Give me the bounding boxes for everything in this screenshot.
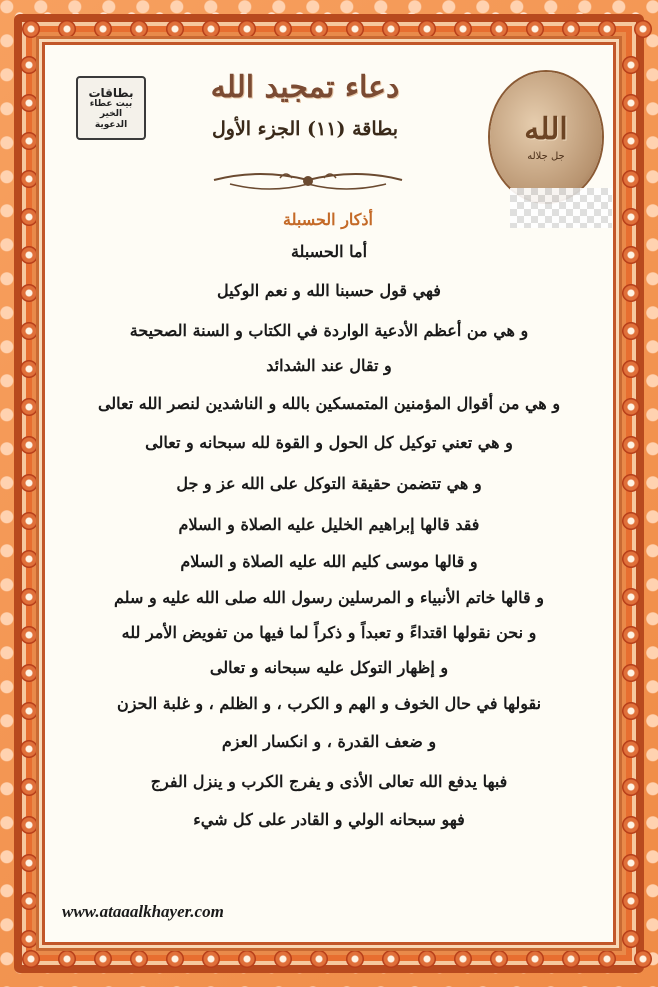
border-flower-icon [20,132,38,150]
border-flower-icon [562,20,580,38]
border-flower-icon [94,20,112,38]
border-flower-icon [622,56,640,74]
allah-calligraphy-text: الله [524,112,568,147]
border-flower-icon [22,20,40,38]
border-flower-icon [20,512,38,530]
border-flower-icon [418,20,436,38]
border-flower-icon [20,246,38,264]
border-flower-icon [58,950,76,968]
border-flower-icon [310,20,328,38]
border-flower-icon [598,950,616,968]
border-flower-icon [20,740,38,758]
border-flower-icon [454,950,472,968]
border-flower-icon [622,664,640,682]
border-flower-icon [622,854,640,872]
border-flower-icon [20,854,38,872]
border-flower-icon [20,816,38,834]
card-subtitle: بطاقة (١١) الجزء الأول [211,118,399,140]
ornament-divider-icon [210,166,406,196]
border-flower-icon [20,892,38,910]
border-flower-icon [622,398,640,416]
border-flower-icon [562,950,580,968]
border-flower-icon [382,20,400,38]
dua-text-line: فهي قول حسبنا الله و نعم الوكيل [217,281,441,300]
border-flower-icon [20,94,38,112]
publisher-logo-line: بيت عطاء الخير [89,99,133,119]
border-flower-icon [310,950,328,968]
border-flower-icon [20,398,38,416]
dua-text-line: فبها يدفع الله تعالى الأذى و يفرج الكرب و ينزل الفرج [150,772,508,791]
border-flower-icon [58,20,76,38]
border-flower-icon [346,950,364,968]
border-flower-icon [238,950,256,968]
border-flower-icon [622,360,640,378]
border-flower-icon [418,950,436,968]
border-flower-icon [20,322,38,340]
border-flower-icon [622,816,640,834]
border-flower-icon [20,360,38,378]
border-flower-icon [490,20,508,38]
border-flower-icon [622,474,640,492]
border-flower-icon [622,588,640,606]
border-flower-icon [20,474,38,492]
border-flower-icon [130,20,148,38]
border-flower-icon [622,702,640,720]
border-flower-icon [622,626,640,644]
publisher-logo-line: بطاقات [88,86,134,101]
border-flower-icon [274,20,292,38]
border-flower-icon [166,950,184,968]
section-heading: أذكار الحسبلة [283,210,373,229]
border-flower-icon [20,588,38,606]
border-flower-icon [20,550,38,568]
dua-text-line: نقولها في حال الخوف و الهم و الكرب ، و الظلم ، و غلبة الحزن [116,694,542,713]
border-flower-icon [598,20,616,38]
publisher-logo [76,76,146,140]
border-flower-icon [622,132,640,150]
publisher-logo-line: الدعوية [94,119,128,130]
dua-text-line: و هي من أقوال المؤمنين المتمسكين بالله و الناشدين لنصر الله تعالى [97,394,561,413]
border-flower-icon [622,436,640,454]
border-flower-icon [20,56,38,74]
website-url: www.ataaalkhayer.com [62,902,224,921]
border-flower-icon [622,322,640,340]
border-flower-icon [20,626,38,644]
border-flower-icon [634,950,652,968]
border-flower-icon [454,20,472,38]
border-flower-icon [20,208,38,226]
border-flower-icon [622,550,640,568]
transparency-checker-pattern [510,188,612,228]
card-title: دعاء تمجيد الله [210,70,400,105]
border-flower-icon [20,284,38,302]
allah-calligraphy-emblem [490,72,602,202]
dua-text-line: أما الحسبلة [290,242,368,261]
dua-text-line: و هي من أعظم الأدعية الواردة في الكتاب و السنة الصحيحة [129,321,529,340]
border-flower-icon [202,950,220,968]
dua-text-line: و قالها خاتم الأنبياء و المرسلين رسول الله صلى الله عليه و سلم [114,588,544,607]
border-flower-icon [622,740,640,758]
dua-text-line: و هي تتضمن حقيقة التوكل على الله عز و جل [176,474,482,493]
border-flower-icon [622,170,640,188]
border-flower-icon [22,950,40,968]
dua-text-line: و إظهار التوكل عليه سبحانه و تعالى [209,658,449,677]
border-flower-icon [20,930,38,948]
border-flower-icon [130,950,148,968]
border-flower-icon [634,20,652,38]
border-flower-icon [382,950,400,968]
dua-text-line: فقد قالها إبراهيم الخليل عليه الصلاة و السلام [178,515,480,534]
border-flower-icon [94,950,112,968]
border-flower-icon [622,284,640,302]
dua-text-line: و نحن نقولها اقتداءً و تعبداً و ذكراً لما فيها من تفويض الأمر لله [121,623,537,642]
border-flower-icon [622,246,640,264]
border-flower-icon [622,208,640,226]
border-flower-icon [166,20,184,38]
border-flower-icon [20,170,38,188]
border-flower-icon [238,20,256,38]
border-flower-icon [526,950,544,968]
border-flower-icon [622,512,640,530]
dua-text-line: و تقال عند الشدائد [266,356,392,375]
dua-text-line: و ضعف القدرة ، و انكسار العزم [221,732,437,751]
border-flower-icon [526,20,544,38]
border-flower-icon [346,20,364,38]
border-flower-icon [20,436,38,454]
border-flower-icon [20,664,38,682]
dua-text-body [70,236,588,838]
dua-text-line: و قالها موسى كليم الله عليه الصلاة و السلام [180,552,478,571]
border-flower-icon [622,930,640,948]
border-flower-icon [274,950,292,968]
border-flower-icon [622,892,640,910]
border-flower-icon [622,94,640,112]
emblem-caption: جل جلاله [527,151,565,162]
border-flower-icon [202,20,220,38]
border-flower-icon [20,778,38,796]
dua-text-line: فهو سبحانه الولي و القادر على كل شيء [193,810,465,829]
border-flower-icon [490,950,508,968]
border-flower-icon [622,778,640,796]
border-flower-icon [20,702,38,720]
dua-text-line: و هي تعني توكيل كل الحول و القوة لله سبحانه و تعالى [145,433,513,452]
